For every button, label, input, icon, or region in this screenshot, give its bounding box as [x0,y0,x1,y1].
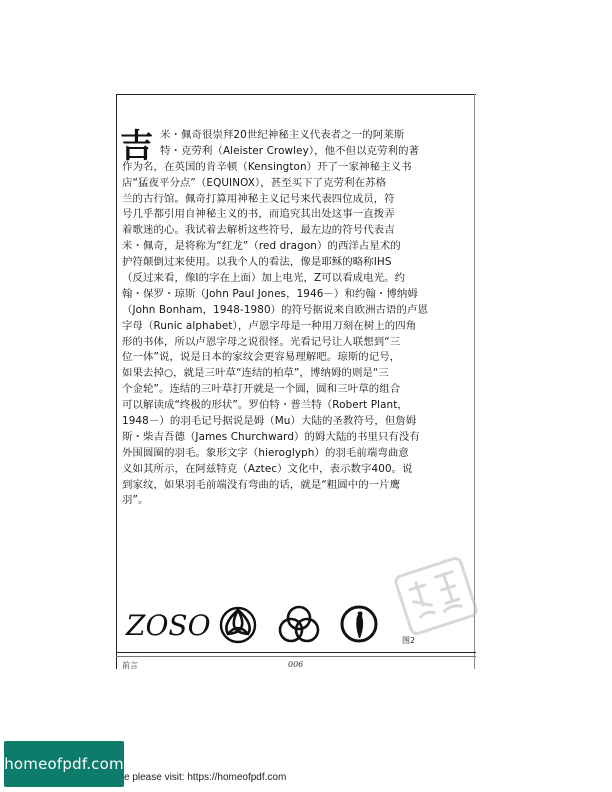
text-line: 位一体”说，说是日本的家纹会更容易理解吧。琼斯的记号， [122,351,401,364]
text-line: 护符颠倒过来使用。以我个人的看法，像是耶稣的略称IHS [122,256,392,269]
text-line: 号几乎都引用自神秘主义的书，而追究其出处这事一直拨弄 [122,208,395,221]
text-line: 兰的古行馆。佩奇打算用神秘主义记号来代表四位成员，符 [122,192,395,205]
text-line: （反过来看，像Ⅰ的字在上面）加上电光，Z可以看成电光。约 [122,272,406,285]
text-line: 如果去掉○，就是三叶草“连结的柏草”，博纳姆的则是“三 [122,367,389,380]
homeofpdf-badge[interactable]: homeofpdf.com [4,741,124,787]
text-line: 斯・柴吉吾德（James Churchward）的姆大陆的书里只有没有 [122,430,420,443]
triquetra-symbol-icon [216,604,260,644]
visit-link-text[interactable]: e please visit: https://homeofpdf.com [124,772,287,783]
zoso-symbol-icon [124,604,211,644]
text-line: 店“猛夜平分点”（EQUINOX），甚至买下了克劳利在苏格 [122,176,387,189]
zoso-logo-text: ZOSO [126,609,211,642]
text-line: 特・克劳利（Aleister Crowley），他不但以克劳利的著 [160,144,420,157]
left-rule [116,94,117,669]
drop-cap: 吉 [120,126,153,165]
text-line: 形的书体，所以卢恩字母之说很怪。光看记号让人联想到“三 [122,335,401,348]
article-body [122,128,474,509]
text-line: 着歌迷的心。我试着去解析这些符号，最左边的符号代表吉 [122,224,395,237]
running-head: 前言 [122,661,138,670]
text-line: 翰・保罗・琼斯（John Paul Jones，1946－）和约翰・博纳姆 [122,287,418,300]
text-line: 义如其所示，在阿兹特克（Aztec）文化中，表示数字400。说 [122,462,413,475]
footer-rule [116,656,476,657]
text-line: 外围圆圈的羽毛。象形文字（hieroglyph）的羽毛前端弯曲意 [122,446,409,459]
text-line: 作为名，在英国的肯辛顿（Kensington）开了一家神秘主义书 [122,160,412,173]
text-line: 个金轮”。连结的三叶草打开就是一个圆，圆和三叶草的组合 [122,383,401,396]
text-line: 1948－）的羽毛记号据说是姆（Mu）大陆的圣教符号，但詹姆 [122,415,417,428]
feather-symbol-icon [338,604,380,644]
figure-label: 图2 [402,636,416,645]
top-rule [116,94,476,95]
text-line: 羽”。 [122,494,149,507]
text-line: 字母（Runic alphabet），卢恩字母是一种用刀刻在树上的四角 [122,319,417,332]
text-line: 到家纹，如果羽毛前端没有弯曲的话，就是“粗圆中的一片鹰 [122,478,401,491]
three-rings-symbol-icon [274,604,324,644]
text-line: 米・佩奇很崇拜20世纪神秘主义代表者之一的阿莱斯 [160,129,405,141]
text-line: 可以解读成“终极的形状”。罗伯特・普兰特（Robert Plant， [122,399,408,412]
bottom-rule [116,652,476,653]
text-line: （John Bonham，1948-1980）的符号据说来自欧洲古语的卢恩 [122,303,429,316]
page-number: 006 [288,660,304,669]
four-symbols-figure [124,604,424,644]
text-line: 米・佩奇，是将称为“红龙”（red dragon）的西洋占星术的 [122,240,401,253]
